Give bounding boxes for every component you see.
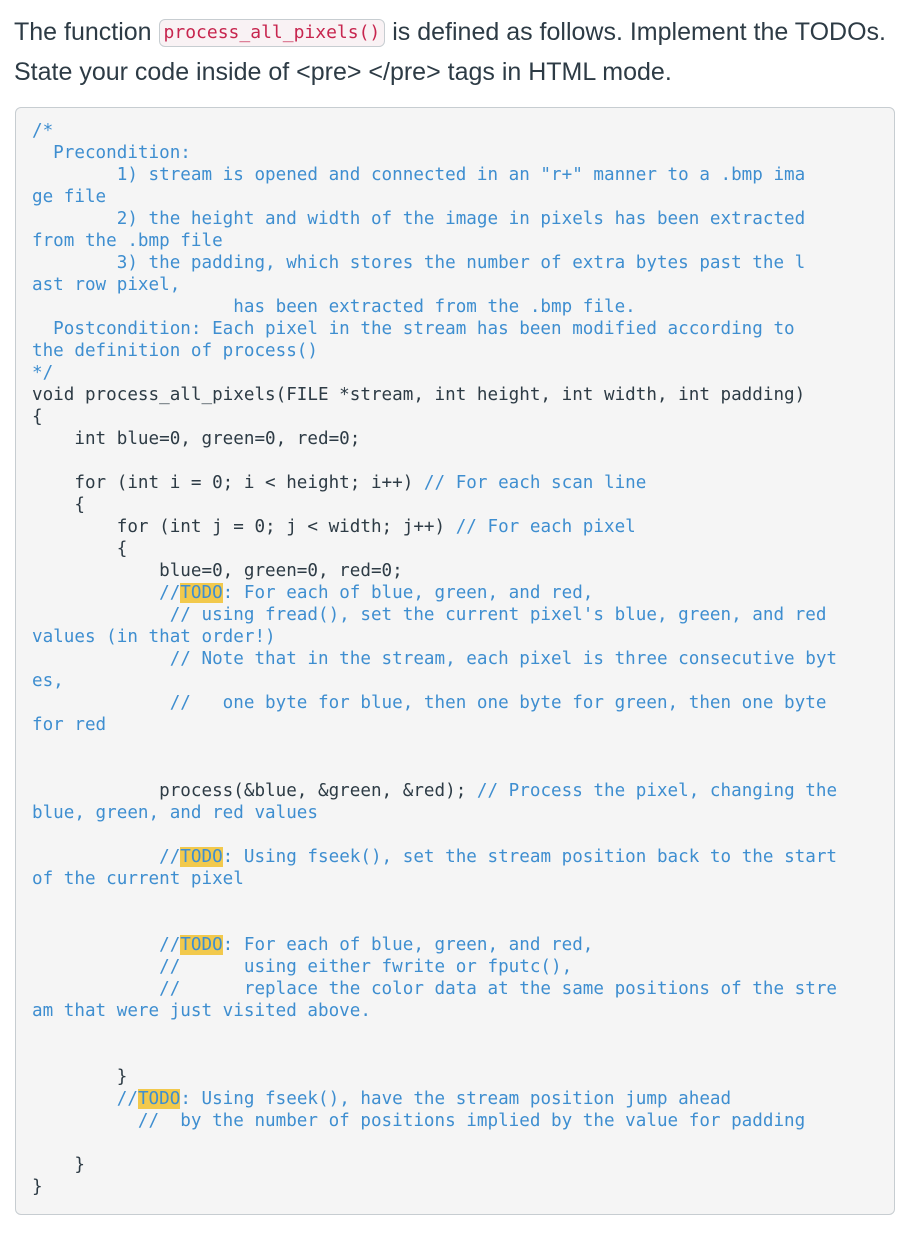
code-comment: : Using fseek(), have the stream position jump ahead (180, 1089, 732, 1109)
code-line (32, 340, 882, 362)
code-comment: // using fread(), set the current pixel's blue, green, and red (32, 605, 827, 625)
code-comment: // (32, 935, 181, 955)
code-comment: // (32, 1089, 138, 1109)
code-comment: : For each of blue, green, and red, (222, 935, 594, 955)
code-block (15, 107, 895, 1215)
code-line (32, 956, 882, 978)
code-line (32, 274, 882, 296)
code-comment: am that were just visited above. (32, 1001, 371, 1021)
code-line (32, 1088, 882, 1110)
code-text: } (32, 1155, 85, 1175)
code-line (32, 670, 882, 692)
code-line (32, 648, 882, 670)
code-line (32, 318, 882, 340)
code-comment: // (32, 583, 181, 603)
code-text: } (32, 1177, 43, 1197)
code-comment: ge file (32, 187, 107, 207)
code-listing (32, 120, 882, 1198)
code-comment: // one byte for blue, then one byte for green, then one byte (32, 693, 827, 713)
code-comment: the definition of process() (32, 341, 318, 361)
code-comment: // Process the pixel, changing the (476, 781, 838, 801)
code-line (32, 494, 882, 516)
code-line (32, 890, 882, 912)
code-line (32, 450, 882, 472)
code-comment: // For each scan line (423, 473, 647, 493)
code-line (32, 604, 882, 626)
code-comment: // Note that in the stream, each pixel is three consecutive byt (32, 649, 838, 669)
code-line (32, 120, 882, 142)
code-line (32, 472, 882, 494)
code-comment: : For each of blue, green, and red, (222, 583, 594, 603)
code-line (32, 362, 882, 384)
code-comment: // replace the color data at the same positions of the stre (32, 979, 838, 999)
code-comment: Precondition: (32, 143, 191, 163)
code-line (32, 428, 882, 450)
code-comment: values (in that order!) (32, 627, 276, 647)
code-comment: /* (32, 121, 54, 141)
code-line (32, 758, 882, 780)
todo-highlight: TODO (137, 1089, 181, 1109)
code-line (32, 736, 882, 758)
code-line (32, 230, 882, 252)
code-line (32, 1044, 882, 1066)
code-line (32, 1176, 882, 1198)
code-line (32, 846, 882, 868)
code-line (32, 1000, 882, 1022)
code-comment: es, (32, 671, 64, 691)
code-comment: Postcondition: Each pixel in the stream has been modified according to (32, 319, 795, 339)
code-text: blue=0, green=0, red=0; (32, 561, 403, 581)
code-line (32, 164, 882, 186)
code-line (32, 868, 882, 890)
code-comment: blue, green, and red values (32, 803, 318, 823)
code-line (32, 1022, 882, 1044)
code-line (32, 780, 882, 802)
code-line (32, 208, 882, 230)
code-line (32, 978, 882, 1000)
code-line (32, 538, 882, 560)
code-comment: for red (32, 715, 107, 735)
code-text: void process_all_pixels(FILE *stream, int height, int width, int padding) (32, 385, 806, 405)
code-comment: 1) stream is opened and connected in an "r+" manner to a .bmp ima (32, 165, 806, 185)
code-line (32, 582, 882, 604)
code-comment: of the current pixel (32, 869, 244, 889)
code-text: } (32, 1067, 128, 1087)
code-line (32, 384, 882, 406)
code-comment: // by the number of positions implied by the value for padding (32, 1111, 806, 1131)
code-line (32, 252, 882, 274)
code-line (32, 142, 882, 164)
code-line (32, 296, 882, 318)
code-comment: : Using fseek(), set the stream position back to the start (222, 847, 838, 867)
code-comment: // For each pixel (455, 517, 636, 537)
code-comment: */ (32, 363, 54, 383)
code-line (32, 1132, 882, 1154)
code-comment: // (32, 847, 181, 867)
code-comment: 3) the padding, which stores the number of extra bytes past the l (32, 253, 806, 273)
prompt-text-start: The function (14, 18, 159, 46)
code-line (32, 692, 882, 714)
code-line (32, 560, 882, 582)
code-line (32, 1154, 882, 1176)
code-text: { (32, 539, 128, 559)
question-prompt (14, 12, 894, 92)
code-line (32, 802, 882, 824)
code-line (32, 516, 882, 538)
code-line (32, 406, 882, 428)
code-line (32, 626, 882, 648)
code-line (32, 934, 882, 956)
code-text: { (32, 495, 85, 515)
code-line (32, 912, 882, 934)
code-text: for (int j = 0; j < width; j++) (32, 517, 456, 537)
code-text: { (32, 407, 43, 427)
code-comment: from the .bmp file (32, 231, 223, 251)
code-comment: has been extracted from the .bmp file. (32, 297, 636, 317)
todo-highlight: TODO (180, 935, 223, 955)
code-comment: 2) the height and width of the image in pixels has been extracted (32, 209, 806, 229)
code-text: for (int i = 0; i < height; i++) (32, 473, 424, 493)
function-name-code: process_all_pixels() (159, 19, 386, 47)
code-line (32, 1110, 882, 1132)
code-text: int blue=0, green=0, red=0; (32, 429, 361, 449)
code-comment: // using either fwrite or fputc(), (32, 957, 573, 977)
todo-highlight: TODO (180, 847, 223, 867)
code-comment: ast row pixel, (32, 275, 181, 295)
code-line (32, 714, 882, 736)
code-line (32, 186, 882, 208)
code-line (32, 824, 882, 846)
todo-highlight: TODO (180, 583, 223, 603)
code-text: process(&blue, &green, &red); (32, 781, 477, 801)
code-line (32, 1066, 882, 1088)
prompt-text-end: is defined as follows. Implement the TODOs. State your code inside of <pre> </pre> tags in HTML mode. (14, 18, 886, 86)
